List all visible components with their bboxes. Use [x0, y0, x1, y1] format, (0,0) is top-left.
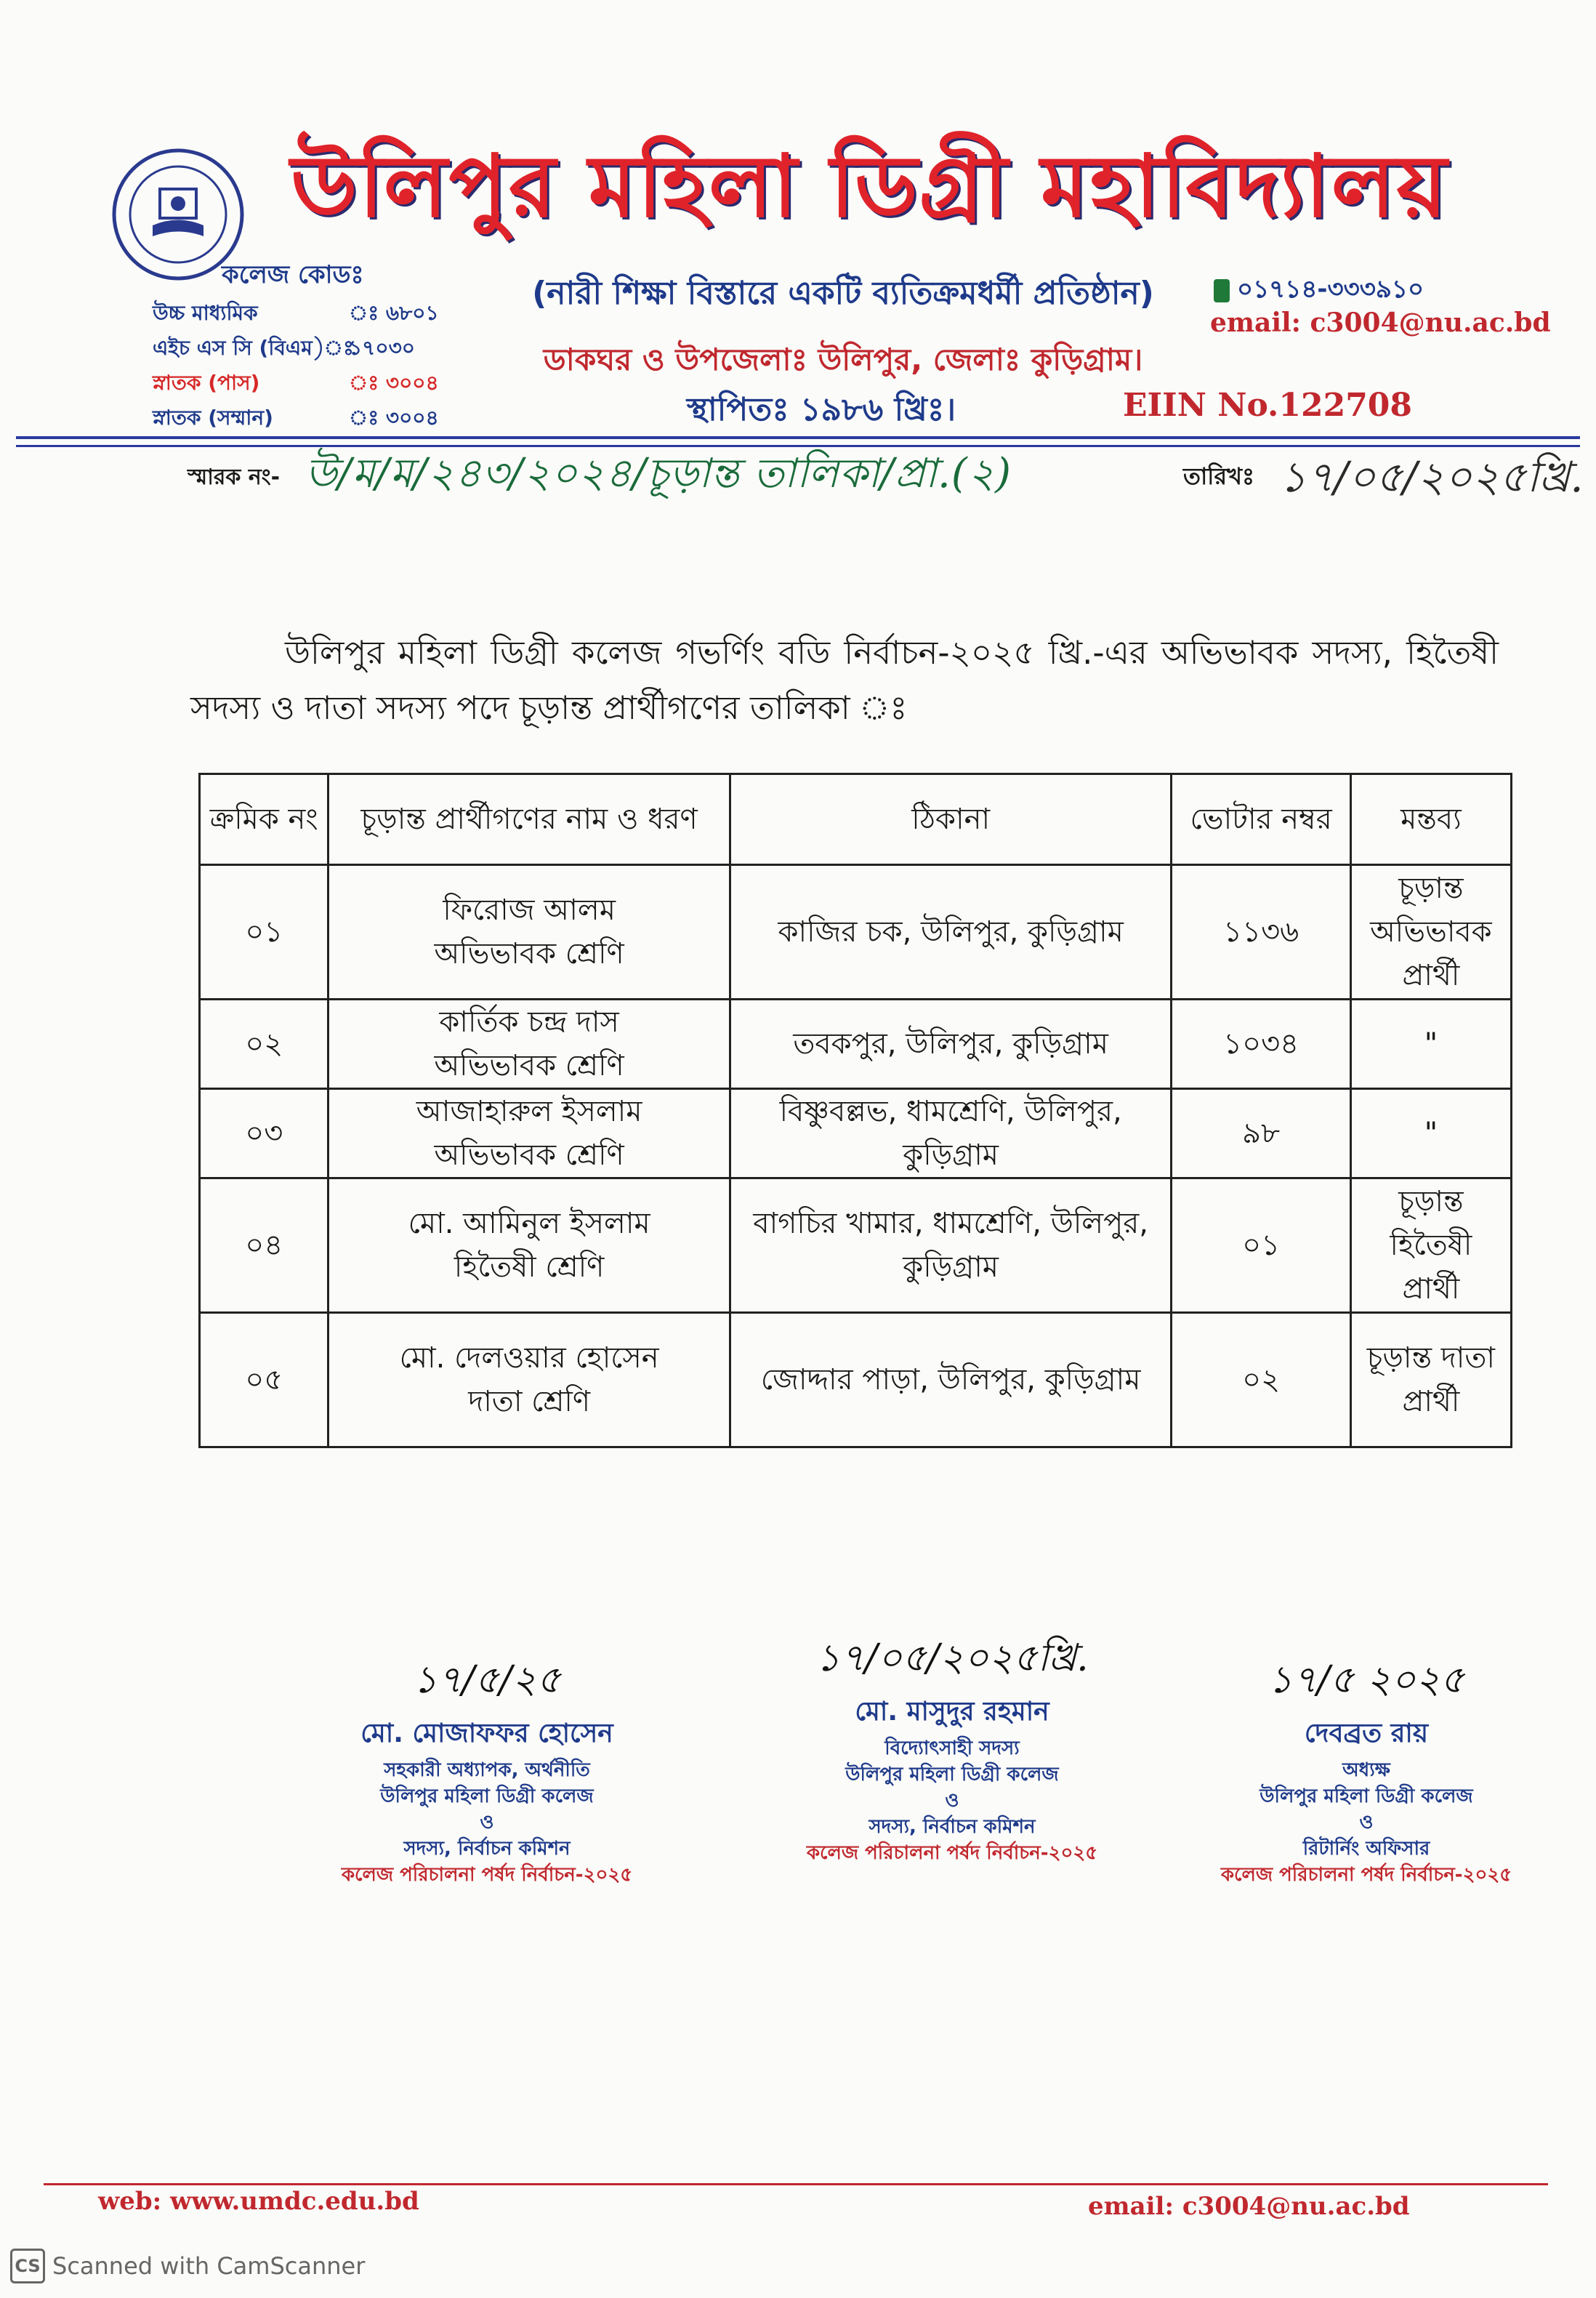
candidate-category: অভিভাবক শ্রেণি — [434, 937, 624, 971]
code-row-degree-pass — [153, 366, 458, 401]
table-row — [200, 865, 1512, 1000]
cell-address: বিষ্ণুবল্লভ, ধামশ্রেণি, উলিপুর, কুড়িগ্রাম — [730, 1089, 1172, 1178]
college-tagline: (নারী শিক্ষা বিস্তারে একটি ব্যতিক্রমধর্মী প্রতিষ্ঠান) — [532, 275, 1154, 312]
cell-name — [329, 865, 730, 1000]
signatory-line: উলিপুর মহিলা ডিগ্রী কলেজ — [1260, 1785, 1473, 1807]
eiin-number: EIIN No.122708 — [1123, 387, 1413, 424]
header-email: email: c3004@nu.ac.bd — [1210, 308, 1551, 338]
signatory-line: রিটার্নিং অফিসার — [1302, 1838, 1430, 1860]
table-header-row — [200, 774, 1512, 865]
footer-email: email: c3004@nu.ac.bd — [1088, 2192, 1410, 2221]
handwritten-signature: ১৭/৫ ২০২৫ — [1267, 1658, 1465, 1702]
signature-block-educationist-member — [749, 1628, 1156, 1866]
signatory-line: ও — [945, 1790, 959, 1812]
code-label: এইচ এস সি (বিএম)ঃ — [153, 335, 354, 360]
cell-remark: " — [1350, 1000, 1511, 1089]
cell-remark: " — [1350, 1089, 1511, 1178]
signatory-line: কলেজ পরিচালনা পর্ষদ নির্বাচন-২০২৫ — [341, 1864, 633, 1886]
memo-label: স্মারক নং- — [188, 465, 281, 490]
code-label: স্নাতক (সম্মান) — [153, 405, 273, 430]
signatory-line: সদস্য, নির্বাচন কমিশন — [403, 1838, 571, 1860]
header-address: ঠিকানা — [730, 774, 1172, 865]
cell-name — [329, 1089, 730, 1178]
college-codes — [153, 297, 458, 436]
signatory-name: দেবব্রত রায় — [1304, 1719, 1429, 1748]
cell-remark: চূড়ান্ত অভিভাবক প্রার্থী — [1350, 865, 1511, 1000]
cell-serial: ০২ — [200, 1000, 329, 1089]
table-row — [200, 1313, 1512, 1447]
signatory-line: ও — [480, 1812, 494, 1833]
camscanner-icon: CS — [10, 2249, 45, 2283]
code-row-degree-honours — [153, 401, 458, 436]
signature-block-commission-member — [269, 1650, 705, 1888]
date-label: তারিখঃ — [1183, 462, 1255, 490]
candidate-category: দাতা শ্রেণি — [468, 1385, 591, 1418]
cell-voter: ০২ — [1172, 1313, 1350, 1447]
code-row-hsc — [153, 297, 458, 332]
handwritten-signature: ১৭/৫/২৫ — [413, 1658, 561, 1702]
header-remark: মন্তব্য — [1350, 774, 1511, 865]
cell-name — [329, 1178, 730, 1313]
code-row-hsc-bm — [153, 332, 458, 366]
signatory-line: উলিপুর মহিলা ডিগ্রী কলেজ — [380, 1785, 594, 1807]
signature-block-returning-officer — [1199, 1650, 1533, 1888]
cell-voter: ১১৩৬ — [1172, 865, 1350, 1000]
subject-paragraph: উলিপুর মহিলা ডিগ্রী কলেজ গভর্ণিং বডি নির্বাচন-২০২৫ খ্রি.-এর অভিভাবক সদস্য, হিতৈষী সদস্য ও দাতা সদস্য পদে চূড়ান্ত প্রার্থীগণের তালিকা ঃ — [190, 633, 1499, 727]
cell-serial: ০১ — [200, 865, 329, 1000]
scanner-text: Scanned with CamScanner — [52, 2252, 366, 2280]
candidate-name: মো. দেলওয়ার হোসেন — [399, 1341, 659, 1375]
signatory-line: কলেজ পরিচালনা পর্ষদ নির্বাচন-২০২৫ — [806, 1842, 1098, 1864]
signatory-line: সদস্য, নির্বাচন কমিশন — [868, 1816, 1036, 1838]
phone-number — [1214, 270, 1424, 312]
cell-address: কাজির চক, উলিপুর, কুড়িগ্রাম — [730, 865, 1172, 1000]
cell-serial: ০৩ — [200, 1089, 329, 1178]
established-year: স্থাপিতঃ ১৯৮৬ খ্রিঃ। — [686, 391, 956, 428]
header-divider — [16, 436, 1580, 439]
signatory-name: মো. মাসুদুর রহমান — [855, 1697, 1049, 1727]
cell-serial: ০৫ — [200, 1313, 329, 1447]
memo-date: ১৭/০৫/২০২৫খ্রি. — [1279, 452, 1584, 502]
cell-name — [329, 1313, 730, 1447]
header-serial: ক্রমিক নং — [200, 774, 329, 865]
table-row — [200, 1178, 1512, 1313]
signatory-line: ও — [1359, 1812, 1374, 1833]
signatory-line: অধ্যক্ষ — [1342, 1759, 1390, 1781]
code-value: ঃ ৬৮০১ — [349, 300, 439, 325]
candidate-name: মো. আমিনুল ইসলাম — [408, 1207, 650, 1240]
phone-text: ০১৭১৪-৩৩৩৯১০ — [1237, 275, 1424, 304]
candidate-name: ফিরোজ আলম — [443, 893, 616, 927]
cell-voter: ৯৮ — [1172, 1089, 1350, 1178]
header-voter: ভোটার নম্বর — [1172, 774, 1350, 865]
cell-serial: ০৪ — [200, 1178, 329, 1313]
table-row — [200, 1000, 1512, 1089]
code-value: ঃ ৩০০৪ — [349, 405, 439, 430]
cell-remark: চূড়ান্ত হিতৈষী প্রার্থী — [1350, 1178, 1511, 1313]
signatory-line: সহকারী অধ্যাপক, অর্থনীতি — [384, 1759, 590, 1781]
candidate-name: আজাহারুল ইসলাম — [416, 1095, 642, 1128]
cell-address: তবকপুর, উলিপুর, কুড়িগ্রাম — [730, 1000, 1172, 1089]
candidate-category: অভিভাবক শ্রেণি — [434, 1049, 624, 1082]
signatory-name: মো. মোজাফফর হোসেন — [360, 1719, 613, 1748]
table-row — [200, 1089, 1512, 1178]
cell-address: জোদ্দার পাড়া, উলিপুর, কুড়িগ্রাম — [730, 1313, 1172, 1447]
memo-number: উ/ম/ম/২৪৩/২০২৪/চূড়ান্ত তালিকা/প্রা.(২) — [305, 450, 1012, 497]
cell-voter: ১০৩৪ — [1172, 1000, 1350, 1089]
college-address: ডাকঘর ও উপজেলাঃ উলিপুর, জেলাঃ কুড়িগ্রাম। — [543, 342, 1143, 377]
candidate-category: হিতৈষী শ্রেণি — [454, 1250, 605, 1284]
college-name: উলিপুর মহিলা ডিগ্রী মহাবিদ্যালয় — [291, 135, 1449, 236]
cell-name — [329, 1000, 730, 1089]
signatory-line: উলিপুর মহিলা ডিগ্রী কলেজ — [845, 1764, 1059, 1785]
handwritten-signature: ১৭/০৫/২০২৫খ্রি. — [815, 1636, 1089, 1680]
candidate-category: অভিভাবক শ্রেণি — [434, 1138, 624, 1172]
cell-address: বাগচির খামার, ধামশ্রেণি, উলিপুর, কুড়িগ্রাম — [730, 1178, 1172, 1313]
footer-website: web: www.umdc.edu.bd — [98, 2187, 419, 2216]
footer-divider — [44, 2183, 1548, 2185]
candidate-name: কার্তিক চন্দ্র দাস — [439, 1005, 619, 1039]
code-value: ঃ ৩০০৪ — [349, 370, 439, 395]
code-label: উচ্চ মাধ্যমিক — [153, 300, 258, 325]
code-value: ১৭০৩০ — [349, 335, 415, 360]
candidate-table — [198, 773, 1512, 1448]
header-name: চূড়ান্ত প্রার্থীগণের নাম ও ধরণ — [329, 774, 730, 865]
scanner-watermark — [10, 2249, 365, 2283]
cell-voter: ০১ — [1172, 1178, 1350, 1313]
signatory-line: কলেজ পরিচালনা পর্ষদ নির্বাচন-২০২৫ — [1220, 1864, 1512, 1886]
phone-icon — [1214, 279, 1230, 302]
code-label: স্নাতক (পাস) — [153, 370, 260, 395]
cell-remark: চূড়ান্ত দাতা প্রার্থী — [1350, 1313, 1511, 1447]
signatory-line: বিদ্যোৎসাহী সদস্য — [884, 1737, 1020, 1759]
college-code-title: কলেজ কোডঃ — [222, 260, 364, 289]
